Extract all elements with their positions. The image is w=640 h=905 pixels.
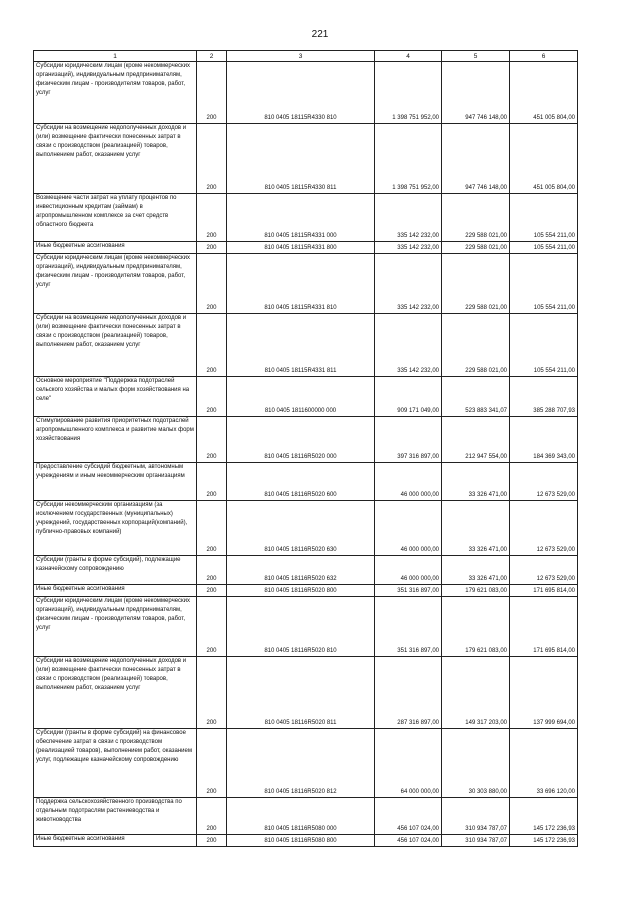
- amount-executed: 179 621 083,00: [442, 585, 510, 597]
- row-name: Субсидии юридическим лицам (кроме некоммерческих организаций), индивидуальным предпринимателям, физическим лицам - производителям товаров, работ, услуг: [34, 254, 197, 314]
- column-header-5: 5: [442, 51, 510, 62]
- table-row: [34, 501, 578, 556]
- table-row: [34, 377, 578, 417]
- budget-table: [33, 50, 578, 847]
- row-code: 200: [197, 124, 227, 194]
- row-code: 200: [197, 556, 227, 585]
- column-header-1: 1: [34, 51, 197, 62]
- row-name: Основное мероприятие "Поддержка подотраслей сельского хозяйства и малых форм хозяйствования на селе": [34, 377, 197, 417]
- budget-classification-code: 810 0405 18116R5020 600: [227, 463, 375, 501]
- row-name: Субсидии на возмещение недополученных доходов и (или) возмещение фактически понесенных затрат в связи с производством (реализацией) товаров, выполнением работ, оказанием услуг: [34, 657, 197, 729]
- amount-executed: 947 746 148,00: [442, 62, 510, 124]
- amount-executed: 149 317 203,00: [442, 657, 510, 729]
- amount-executed: 33 326 471,00: [442, 463, 510, 501]
- amount-unexecuted: 105 554 211,00: [510, 242, 578, 254]
- amount-unexecuted: 451 005 804,00: [510, 124, 578, 194]
- budget-classification-code: 810 0405 18116R5020 800: [227, 585, 375, 597]
- amount-unexecuted: 12 673 529,00: [510, 556, 578, 585]
- table-row: [34, 597, 578, 657]
- amount-unexecuted: 145 172 236,93: [510, 835, 578, 847]
- amount-unexecuted: 171 695 814,00: [510, 597, 578, 657]
- amount-unexecuted: 137 999 694,00: [510, 657, 578, 729]
- row-name: Иные бюджетные ассигнования: [34, 242, 197, 254]
- amount-executed: 229 588 021,00: [442, 314, 510, 377]
- table-row: [34, 729, 578, 798]
- amount-executed: 310 934 787,07: [442, 798, 510, 835]
- row-name: Возмещение части затрат на уплату процентов по инвестиционным кредитам (займам) в агропромышленном комплексе за счет средств областного бюджета: [34, 194, 197, 242]
- amount-unexecuted: 105 554 211,00: [510, 314, 578, 377]
- table-row: [34, 314, 578, 377]
- column-header-4: 4: [375, 51, 442, 62]
- row-code: 200: [197, 377, 227, 417]
- row-code: 200: [197, 657, 227, 729]
- amount-unexecuted: 385 288 707,93: [510, 377, 578, 417]
- budget-classification-code: 810 0405 18116R5080 800: [227, 835, 375, 847]
- amount-executed: 310 934 787,07: [442, 835, 510, 847]
- table-row: [34, 194, 578, 242]
- amount-executed: 179 621 083,00: [442, 597, 510, 657]
- table-row: [34, 463, 578, 501]
- budget-classification-code: 810 0405 18116R5020 632: [227, 556, 375, 585]
- row-name: Субсидии некоммерческим организациям (за исключением государственных (муниципальных) учреждений, государственных корпораций(компаний), публично-правовых компаний): [34, 501, 197, 556]
- budget-classification-code: 810 0405 18116R5020 810: [227, 597, 375, 657]
- table-row: [34, 124, 578, 194]
- amount-unexecuted: 12 673 529,00: [510, 463, 578, 501]
- budget-classification-code: 810 0405 18116R5020 630: [227, 501, 375, 556]
- amount-planned: 456 107 024,00: [375, 798, 442, 835]
- amount-planned: 46 000 000,00: [375, 463, 442, 501]
- amount-planned: 351 316 897,00: [375, 597, 442, 657]
- budget-classification-code: 810 0405 18115R4331 800: [227, 242, 375, 254]
- column-header-6: 6: [510, 51, 578, 62]
- amount-executed: 33 326 471,00: [442, 501, 510, 556]
- budget-classification-code: 810 0405 18116R5020 000: [227, 417, 375, 463]
- amount-unexecuted: 105 554 211,00: [510, 194, 578, 242]
- table-row: [34, 657, 578, 729]
- amount-unexecuted: 105 554 211,00: [510, 254, 578, 314]
- row-name: Стимулирование развития приоритетных подотраслей агропромышленного комплекса и развитие малых форм хозяйствования: [34, 417, 197, 463]
- row-code: 200: [197, 463, 227, 501]
- amount-planned: 335 142 232,00: [375, 242, 442, 254]
- amount-planned: 335 142 232,00: [375, 194, 442, 242]
- row-code: 200: [197, 417, 227, 463]
- table-row: [34, 254, 578, 314]
- row-name: Субсидии юридическим лицам (кроме некоммерческих организаций), индивидуальным предпринимателям, физическим лицам - производителям товаров, работ, услуг: [34, 597, 197, 657]
- row-code: 200: [197, 585, 227, 597]
- amount-planned: 46 000 000,00: [375, 556, 442, 585]
- amount-planned: 909 171 049,00: [375, 377, 442, 417]
- budget-classification-code: 810 0405 18115R4330 811: [227, 124, 375, 194]
- row-code: 200: [197, 597, 227, 657]
- row-name: Предоставление субсидий бюджетным, автономным учреждениям и иным некоммерческим организациям: [34, 463, 197, 501]
- row-name: Субсидии юридическим лицам (кроме некоммерческих организаций), индивидуальным предпринимателям, физическим лицам - производителям товаров, работ, услуг: [34, 62, 197, 124]
- amount-executed: 229 588 021,00: [442, 194, 510, 242]
- budget-classification-code: 810 0405 18115R4331 810: [227, 254, 375, 314]
- budget-classification-code: 810 0405 18116R5080 000: [227, 798, 375, 835]
- budget-classification-code: 810 0405 18115R4330 810: [227, 62, 375, 124]
- amount-unexecuted: 451 005 804,00: [510, 62, 578, 124]
- amount-executed: 229 588 021,00: [442, 242, 510, 254]
- row-name: Поддержка сельскохозяйственного производства по отдельным подотраслям растениеводства и животноводства: [34, 798, 197, 835]
- row-code: 200: [197, 242, 227, 254]
- amount-planned: 64 000 000,00: [375, 729, 442, 798]
- row-name: Субсидии на возмещение недополученных доходов и (или) возмещение фактически понесенных затрат в связи с производством (реализацией) товаров, выполнением работ, оказанием услуг: [34, 124, 197, 194]
- column-number-header-row: [34, 51, 578, 62]
- amount-planned: 335 142 232,00: [375, 254, 442, 314]
- page-number: 221: [311, 29, 329, 40]
- row-name: Субсидии на возмещение недополученных доходов и (или) возмещение фактически понесенных затрат в связи с производством (реализацией) товаров, выполнением работ, оказанием услуг: [34, 314, 197, 377]
- amount-planned: 287 316 897,00: [375, 657, 442, 729]
- amount-executed: 33 326 471,00: [442, 556, 510, 585]
- amount-unexecuted: 33 696 120,00: [510, 729, 578, 798]
- table-row: [34, 585, 578, 597]
- amount-planned: 46 000 000,00: [375, 501, 442, 556]
- amount-executed: 229 588 021,00: [442, 254, 510, 314]
- row-name: Субсидии (гранты в форме субсидий), подлежащие казначейскому сопровождению: [34, 556, 197, 585]
- amount-planned: 456 107 024,00: [375, 835, 442, 847]
- column-header-2: 2: [197, 51, 227, 62]
- amount-unexecuted: 171 695 814,00: [510, 585, 578, 597]
- amount-unexecuted: 12 673 529,00: [510, 501, 578, 556]
- budget-classification-code: 810 0405 18116R5020 811: [227, 657, 375, 729]
- row-code: 200: [197, 314, 227, 377]
- amount-planned: 397 316 897,00: [375, 417, 442, 463]
- column-header-3: 3: [227, 51, 375, 62]
- amount-executed: 30 303 880,00: [442, 729, 510, 798]
- amount-planned: 1 398 751 952,00: [375, 124, 442, 194]
- amount-planned: 335 142 232,00: [375, 314, 442, 377]
- row-code: 200: [197, 254, 227, 314]
- row-code: 200: [197, 835, 227, 847]
- table-row: [34, 556, 578, 585]
- row-code: 200: [197, 501, 227, 556]
- row-code: 200: [197, 798, 227, 835]
- amount-executed: 947 746 148,00: [442, 124, 510, 194]
- row-code: 200: [197, 62, 227, 124]
- amount-unexecuted: 145 172 236,93: [510, 798, 578, 835]
- budget-classification-code: 810 0405 18116R5020 812: [227, 729, 375, 798]
- row-code: 200: [197, 194, 227, 242]
- budget-classification-code: 810 0405 1811600000 000: [227, 377, 375, 417]
- table-row: [34, 798, 578, 835]
- amount-planned: 351 316 897,00: [375, 585, 442, 597]
- amount-executed: 212 947 554,00: [442, 417, 510, 463]
- table-row: [34, 417, 578, 463]
- amount-unexecuted: 184 369 343,00: [510, 417, 578, 463]
- amount-planned: 1 398 751 952,00: [375, 62, 442, 124]
- row-name: Иные бюджетные ассигнования: [34, 835, 197, 847]
- row-name: Иные бюджетные ассигнования: [34, 585, 197, 597]
- budget-classification-code: 810 0405 18115R4331 811: [227, 314, 375, 377]
- row-name: Субсидии (гранты в форме субсидий) на финансовое обеспечение затрат в связи с производством (реализацией товаров), выполнением работ, оказанием услуг, подлежащие казначейскому сопровождению: [34, 729, 197, 798]
- budget-classification-code: 810 0405 18115R4331 000: [227, 194, 375, 242]
- table-row: [34, 62, 578, 124]
- table-row: [34, 835, 578, 847]
- table-row: [34, 242, 578, 254]
- row-code: 200: [197, 729, 227, 798]
- amount-executed: 523 883 341,07: [442, 377, 510, 417]
